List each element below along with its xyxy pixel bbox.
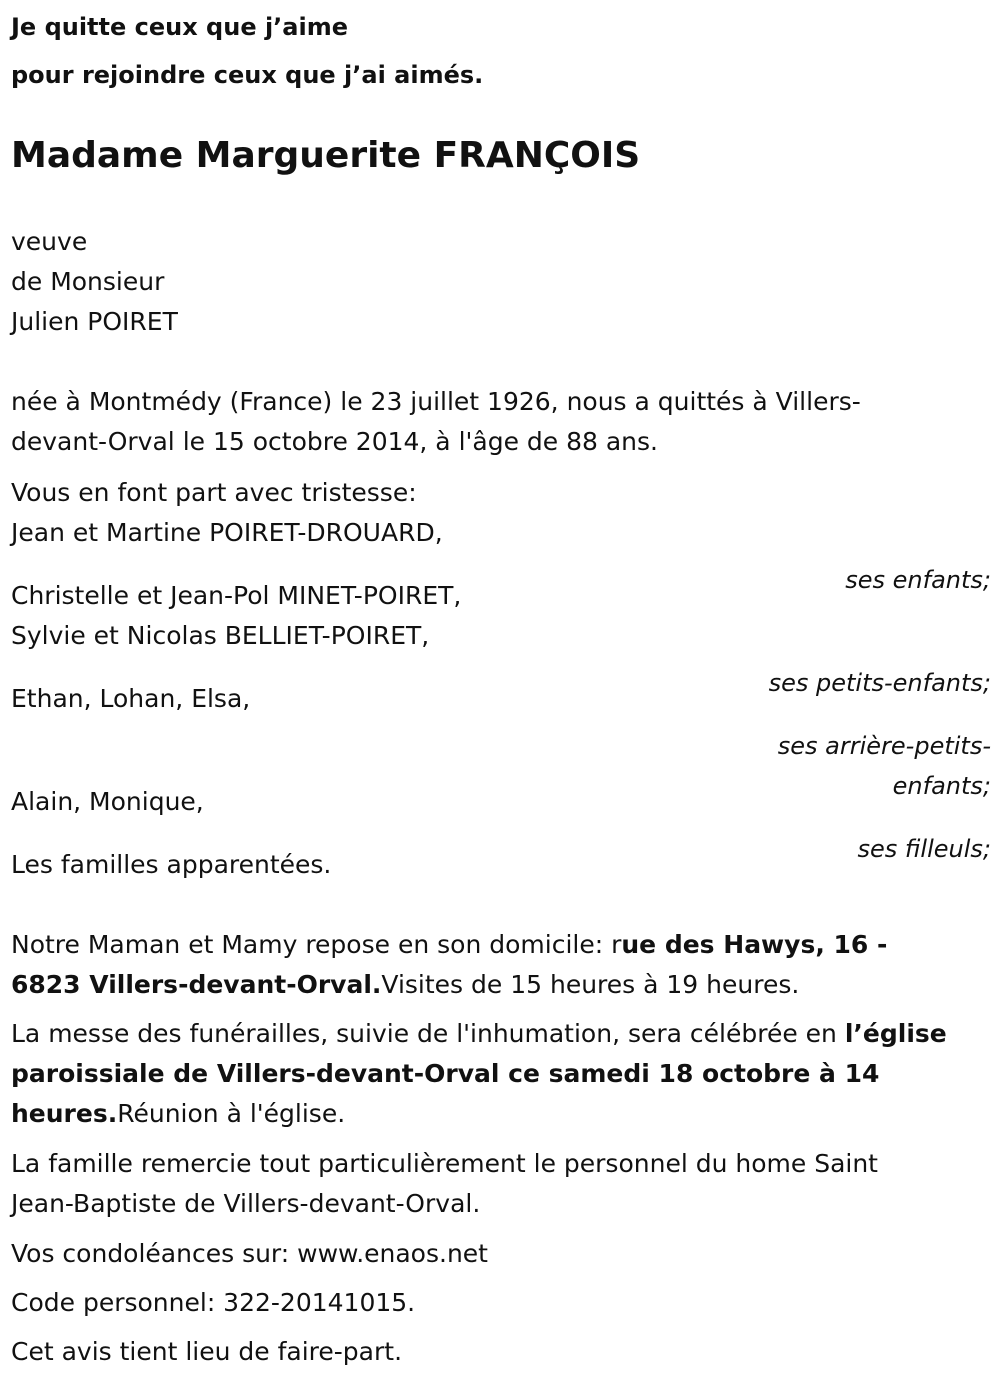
funeral-place-3: heures. xyxy=(11,1099,118,1128)
grandchildren-names-1: Christelle et Jean-Pol MINET-POIRET, xyxy=(11,581,462,610)
funeral-block xyxy=(11,1014,991,1134)
children-names: Jean et Martine POIRET-DROUARD, xyxy=(11,518,443,547)
widow-block xyxy=(11,222,991,342)
notice-line: Cet avis tient lieu de faire-part. xyxy=(11,1337,403,1366)
children-label: ses enfants; xyxy=(845,566,991,594)
thanks-block xyxy=(11,1144,991,1224)
birth-death-line-2: devant-Orval le 15 octobre 2014, à l'âge de 88 ans. xyxy=(11,427,658,456)
deceased-name: Madame Marguerite FRANÇOIS xyxy=(11,135,641,176)
funeral-line-3 xyxy=(11,1094,991,1134)
widow-line-1: veuve xyxy=(11,227,88,256)
rest-prefix: Notre Maman et Mamy repose en son domicile: r xyxy=(11,930,622,959)
grandchildren-label: ses petits-enfants; xyxy=(768,669,991,697)
rest-block xyxy=(11,925,991,1005)
funeral-place-1: l’église xyxy=(844,1019,947,1048)
rest-line-1 xyxy=(11,925,991,965)
godchildren-label: ses filleuls; xyxy=(857,835,991,863)
widow-line-2: de Monsieur xyxy=(11,267,165,296)
funeral-meeting: Réunion à l'église. xyxy=(117,1099,346,1128)
great-grandchildren-label-1: ses arrière-petits- xyxy=(777,732,991,760)
rest-address-2: 6823 Villers-devant-Orval. xyxy=(11,970,382,999)
quote-line-1: Je quitte ceux que j’aime xyxy=(11,13,349,41)
quote-line-2: pour rejoindre ceux que j’ai aimés. xyxy=(11,61,484,89)
thanks-line-1: La famille remercie tout particulièrement le personnel du home Saint xyxy=(11,1149,878,1178)
rest-line-2 xyxy=(11,965,991,1005)
rest-address-1: ue des Hawys, 16 - xyxy=(621,930,888,959)
godchildren-names: Alain, Monique, xyxy=(11,787,204,816)
funeral-line-1 xyxy=(11,1014,991,1054)
birth-death-line-1: née à Montmédy (France) le 23 juillet 1926, nous a quittés à Villers- xyxy=(11,387,861,416)
rest-visits: Visites de 15 heures à 19 heures. xyxy=(381,970,800,999)
relatives-line: Les familles apparentées. xyxy=(11,850,332,879)
grandchildren-names-2: Sylvie et Nicolas BELLIET-POIRET, xyxy=(11,621,430,650)
widow-line-3: Julien POIRET xyxy=(11,307,178,336)
funeral-prefix: La messe des funérailles, suivie de l'inhumation, sera célébrée en xyxy=(11,1019,845,1048)
funeral-place-2: paroissiale de Villers-devant-Orval ce samedi 18 octobre à 14 xyxy=(11,1059,880,1088)
family-intro: Vous en font part avec tristesse: xyxy=(11,478,417,507)
great-grandchildren-label-2: enfants; xyxy=(892,772,991,800)
personal-code-line: Code personnel: 322-20141015. xyxy=(11,1288,416,1317)
birth-death-block xyxy=(11,382,991,462)
great-grandchildren-names: Ethan, Lohan, Elsa, xyxy=(11,684,251,713)
thanks-line-2: Jean-Baptiste de Villers-devant-Orval. xyxy=(11,1189,481,1218)
condolences-line: Vos condoléances sur: www.enaos.net xyxy=(11,1239,488,1268)
